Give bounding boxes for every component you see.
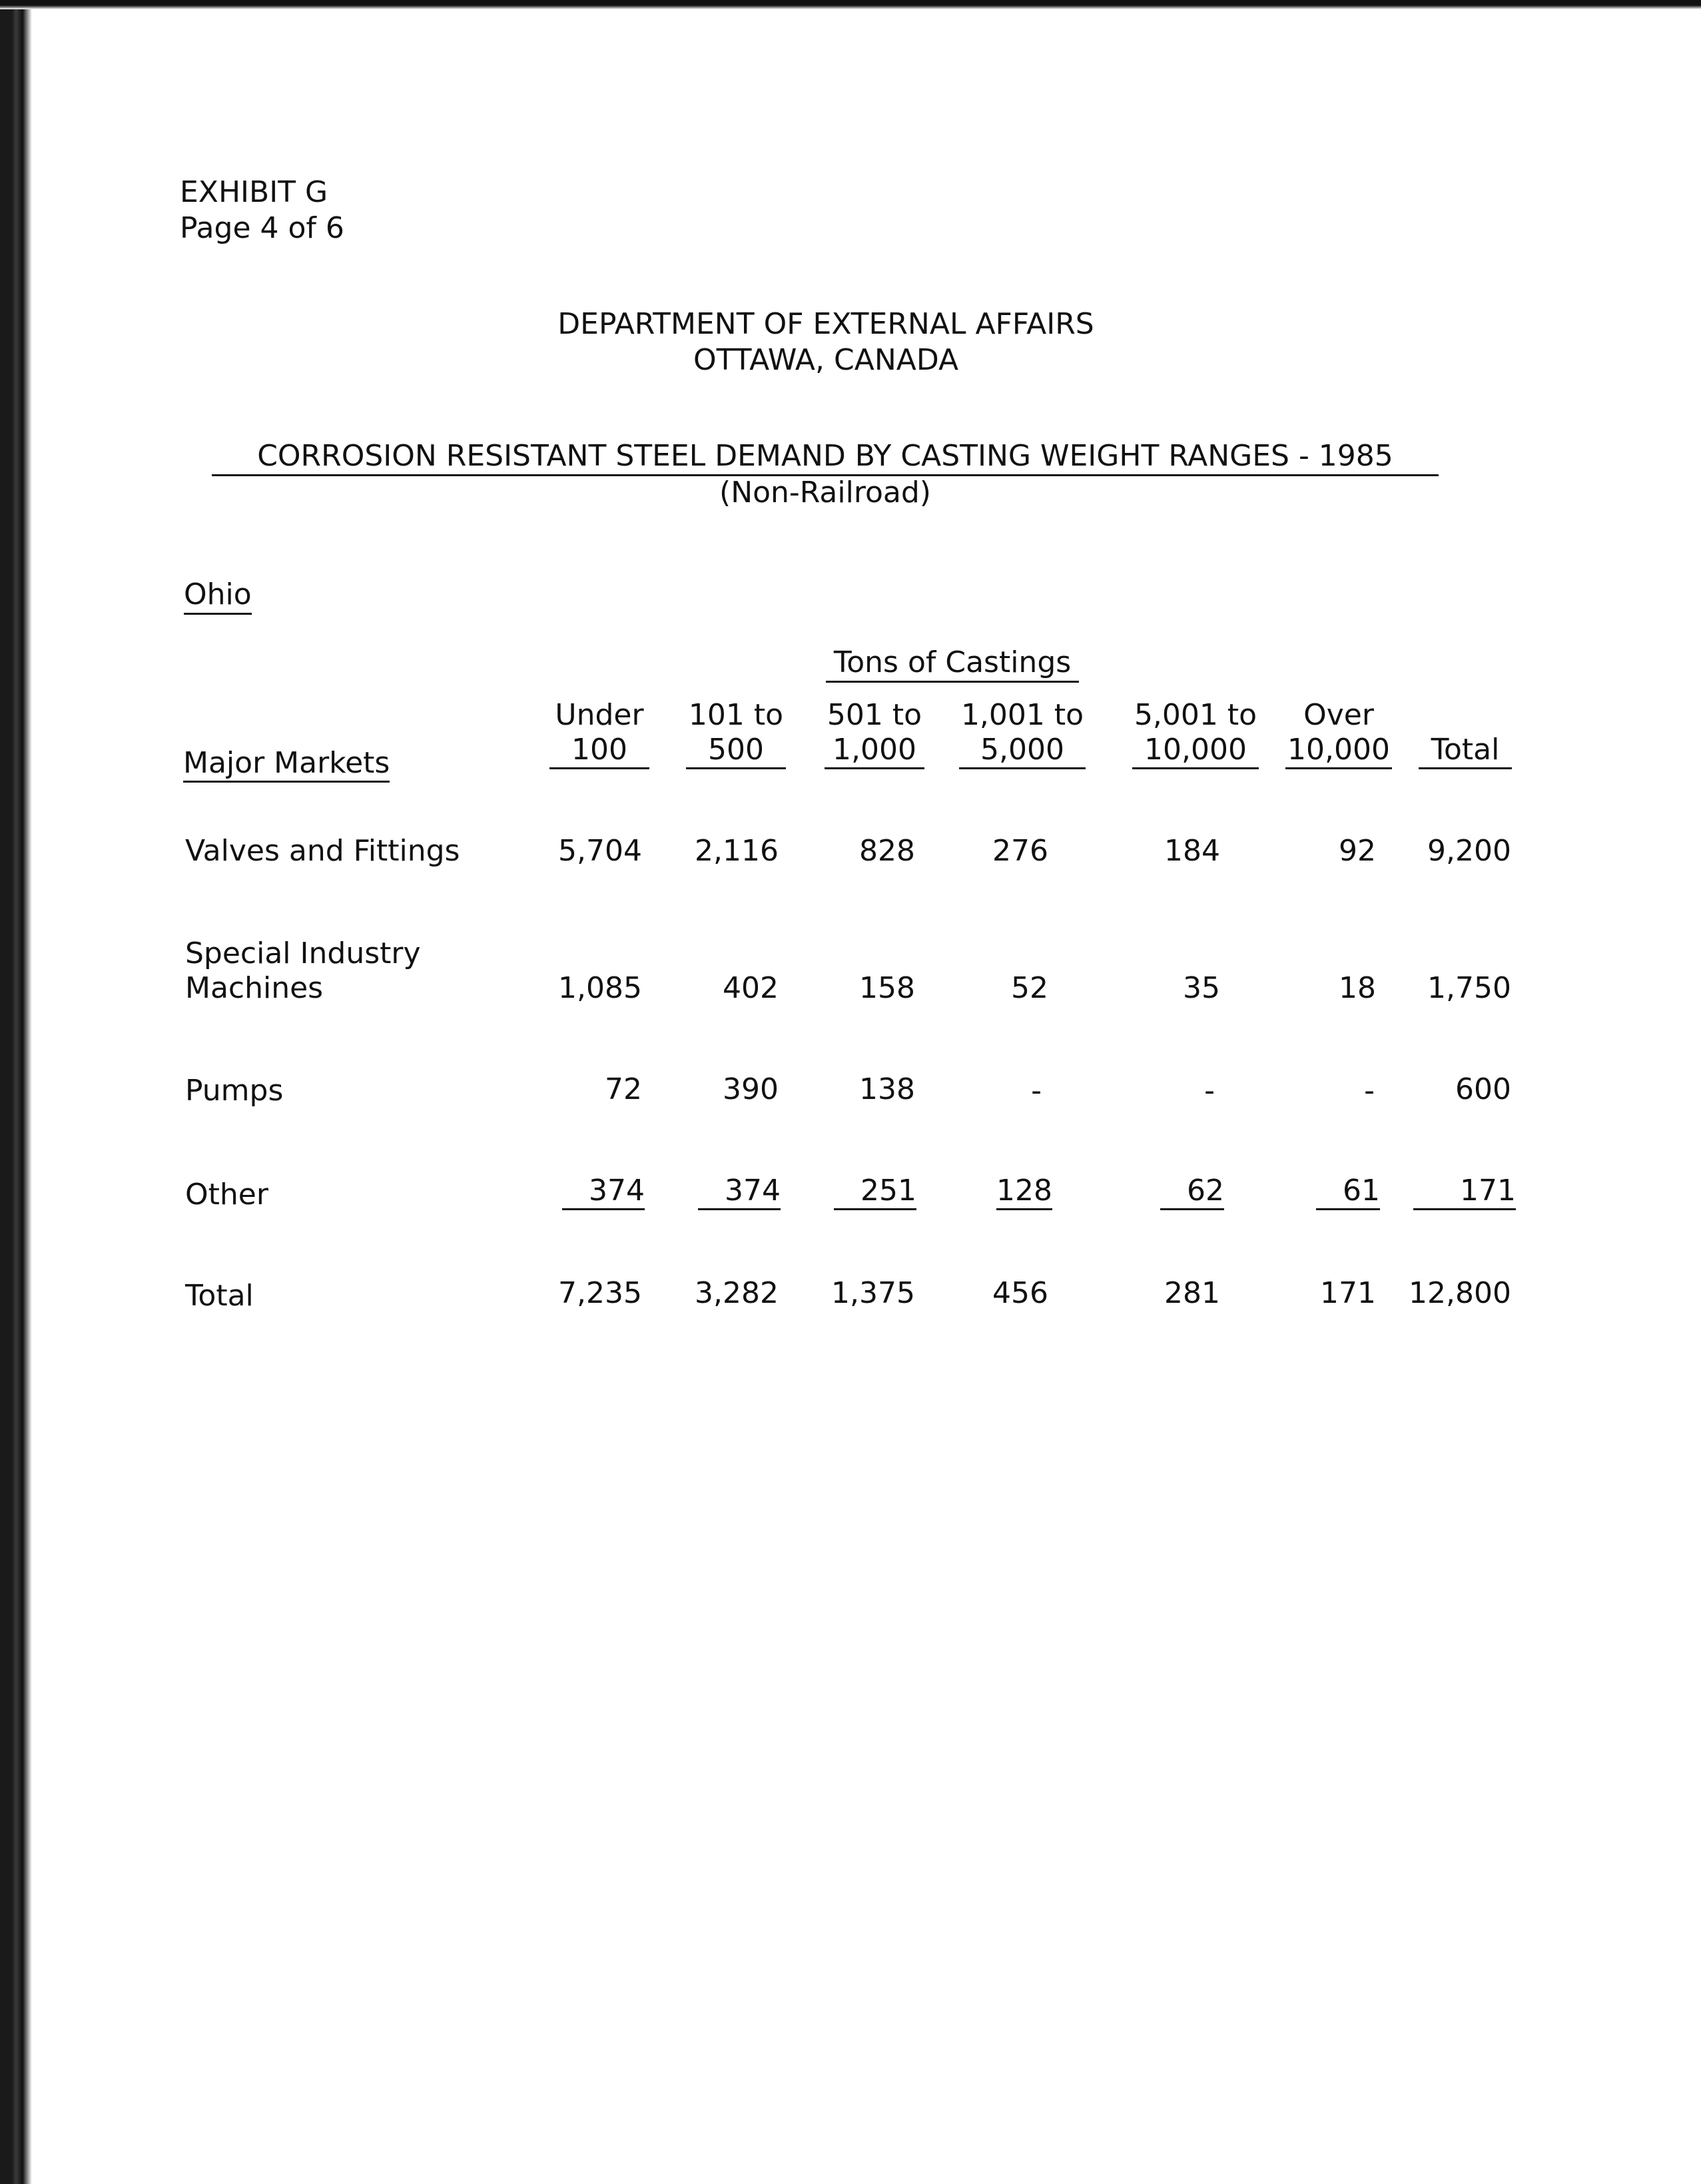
document-title [212, 440, 1439, 510]
table-cell: 374 [562, 1174, 645, 1210]
table-cell: 18 [1339, 971, 1376, 1005]
column-header: Under 100 [549, 698, 649, 769]
table-cell: 128 [996, 1174, 1052, 1210]
table-cell: 158 [859, 971, 915, 1005]
exhibit-label: EXHIBIT G [180, 175, 328, 209]
row-label: Other [185, 1178, 268, 1212]
table-cell: 5,704 [558, 834, 642, 868]
table-cell: - [1204, 1074, 1215, 1108]
table-cell: 35 [1183, 971, 1220, 1005]
table-cell: 138 [859, 1072, 915, 1106]
table-cell: 61 [1316, 1174, 1380, 1210]
table-cell: 62 [1160, 1174, 1224, 1210]
column-header: 1,001 to 5,000 [959, 698, 1086, 769]
table-cell: 402 [723, 971, 779, 1005]
table-cell: 3,282 [695, 1276, 779, 1310]
table-cell: 390 [723, 1072, 779, 1106]
table-cell: 171 [1320, 1276, 1376, 1310]
table-cell: 72 [605, 1072, 642, 1106]
table-cell: - [1364, 1074, 1375, 1108]
table-cell: 456 [992, 1276, 1048, 1310]
stub-header: Major Markets [183, 711, 390, 783]
group-header: Tons of Castings [826, 645, 1079, 683]
table-cell: 2,116 [695, 834, 779, 868]
table-cell: 92 [1339, 834, 1376, 868]
state-heading: Ohio [184, 577, 252, 615]
column-header: Total [1419, 698, 1512, 769]
column-header: 501 to 1,000 [825, 698, 924, 769]
title-sub: (Non-Railroad) [719, 476, 931, 510]
table-cell: 1,750 [1427, 971, 1511, 1005]
table-cell: - [1031, 1074, 1042, 1108]
title-main: CORROSION RESISTANT STEEL DEMAND BY CASTING WEIGHT RANGES - 1985 [212, 440, 1439, 476]
table-cell: 600 [1455, 1072, 1511, 1106]
table-cell: 184 [1164, 834, 1220, 868]
page-number: Page 4 of 6 [180, 211, 344, 245]
table-cell: 9,200 [1427, 834, 1511, 868]
department-heading [27, 306, 1625, 378]
column-header: 101 to 500 [686, 698, 786, 769]
scan-edge-top [0, 0, 1701, 9]
table-cell: 276 [992, 834, 1048, 868]
row-label: Total [185, 1279, 254, 1313]
row-label: Pumps [185, 1074, 284, 1108]
column-header: 5,001 to 10,000 [1132, 698, 1259, 769]
table-cell: 7,235 [558, 1276, 642, 1310]
table-cell: 828 [859, 834, 915, 868]
table-cell: 251 [834, 1174, 916, 1210]
department-location: OTTAWA, CANADA [693, 343, 959, 377]
table-cell: 1,085 [558, 971, 642, 1005]
table-cell: 1,375 [831, 1276, 915, 1310]
table-cell: 52 [1011, 971, 1048, 1005]
table-cell: 12,800 [1409, 1276, 1511, 1310]
table-cell: 374 [698, 1174, 781, 1210]
column-header: Over 10,000 [1285, 698, 1392, 769]
row-label: Special Industry Machines [185, 936, 421, 1005]
row-label: Valves and Fittings [185, 834, 460, 868]
department-name: DEPARTMENT OF EXTERNAL AFFAIRS [557, 307, 1094, 341]
table-cell: 171 [1413, 1174, 1516, 1210]
exhibit-header [180, 175, 344, 246]
table-cell: 281 [1164, 1276, 1220, 1310]
